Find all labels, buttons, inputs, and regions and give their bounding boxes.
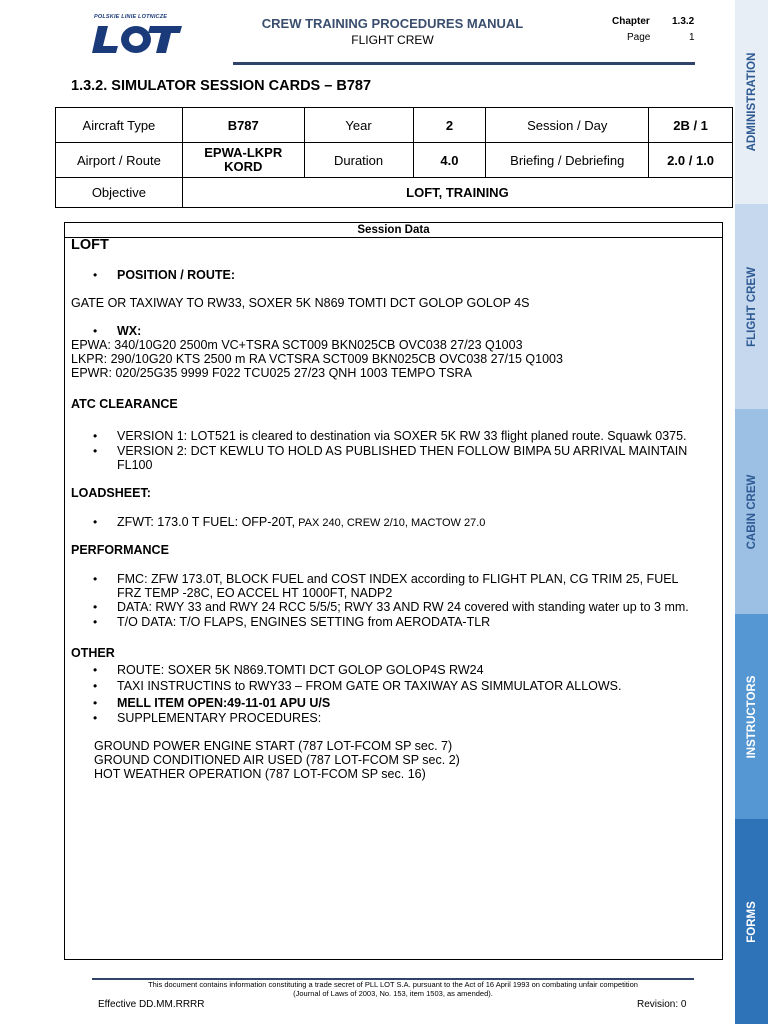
bullet-icon: • [93, 268, 98, 282]
manual-subtitle: FLIGHT CREW [351, 33, 434, 47]
duration-label: Duration [304, 143, 413, 178]
position-route-text: GATE OR TAXIWAY TO RW33, SOXER 5K N869 TOMTI DCT GOLOP GOLOP 4S [71, 296, 530, 310]
tab-label: INSTRUCTORS [745, 675, 758, 758]
other-heading: OTHER [71, 646, 115, 660]
session-data-header: Session Data [65, 223, 722, 238]
wx-label: WX: [117, 324, 142, 338]
perf-data: DATA: RWY 33 and RWY 24 RCC 5/5/5; RWY 33 AND RW 24 covered with standing water up to 3 mm. [117, 600, 689, 614]
manual-title: CREW TRAINING PROCEDURES MANUAL [261, 16, 524, 31]
perf-to-data: T/O DATA: T/O FLAPS, ENGINES SETTING from AERODATA-TLR [117, 615, 491, 629]
briefing-value: 2.0 / 1.0 [649, 143, 733, 178]
tab-label: FLIGHT CREW [745, 266, 758, 347]
performance-heading: PERFORMANCE [71, 543, 169, 557]
atc-version-2-line1: VERSION 2: DCT KEWLU TO HOLD AS PUBLISHED THEN FOLLOW BIMPA 5U ARRIVAL MAINTAIN [117, 444, 688, 458]
session-info-table [55, 107, 733, 208]
chapter-label: Chapter [612, 16, 650, 27]
loadsheet-heading: LOADSHEET: [71, 486, 151, 500]
airport-route-value [182, 143, 304, 178]
confidentiality-note [92, 980, 694, 998]
page-value: 1 [689, 32, 695, 43]
objective-label: Objective [56, 178, 183, 208]
aircraft-type-value: B787 [182, 108, 304, 143]
bullet-icon: • [93, 711, 98, 725]
tab-flight-crew[interactable] [735, 204, 768, 409]
atc-clearance-heading: ATC CLEARANCE [71, 397, 178, 411]
bullet-icon: • [93, 696, 98, 710]
wx-line: EPWA: 340/10G20 2500m VC+TSRA SCT009 BKN025CB OVC038 27/23 Q1003 [71, 338, 523, 352]
tab-forms[interactable] [735, 819, 768, 1024]
supp-procedure: GROUND CONDITIONED AIR USED (787 LOT-FCOM SP sec. 2) [94, 753, 460, 767]
airport-route-line1: EPWA-LKPR [204, 145, 283, 160]
supp-procedure: HOT WEATHER OPERATION (787 LOT-FCOM SP sec. 16) [94, 767, 426, 781]
tab-instructors[interactable] [735, 614, 768, 819]
other-supplementary: SUPPLEMENTARY PROCEDURES: [117, 711, 322, 725]
atc-version-1: VERSION 1: LOT521 is cleared to destination via SOXER 5K RW 33 flight planed route. Squawk 0375. [117, 429, 687, 443]
atc-version-2-line2: FL100 [117, 458, 153, 472]
bullet-icon: • [93, 600, 98, 614]
bullet-icon: • [93, 663, 98, 677]
other-taxi: TAXI INSTRUCTINS to RWY33 – FROM GATE OR TAXIWAY AS SIMMULATOR ALLOWS. [117, 679, 622, 693]
airport-route-line2: KORD [224, 159, 263, 174]
logo-tagline: POLSKIE LINIE LOTNICZE [94, 14, 168, 20]
confidentiality-line2: (Journal of Laws of 2003, No. 153, item 1503, as amended). [293, 989, 493, 998]
bullet-icon: • [93, 615, 98, 629]
session-day-value: 2B / 1 [649, 108, 733, 143]
aircraft-type-label: Aircraft Type [56, 108, 183, 143]
section-title: 1.3.2. SIMULATOR SESSION CARDS – B787 [71, 78, 372, 94]
tab-label: ADMINISTRATION [745, 52, 758, 152]
duration-value: 4.0 [413, 143, 486, 178]
tab-cabin-crew[interactable] [735, 409, 768, 614]
year-label: Year [304, 108, 413, 143]
bullet-icon: • [93, 444, 98, 458]
loadsheet-main: ZFWT: 173.0 T FUEL: OFP-20T, [117, 515, 296, 529]
briefing-label: Briefing / Debriefing [486, 143, 649, 178]
loadsheet-line [117, 515, 485, 530]
page-label: Page [627, 32, 651, 43]
chapter-value: 1.3.2 [672, 16, 695, 27]
loadsheet-small: PAX 240, CREW 2/10, MACTOW 27.0 [295, 517, 486, 529]
bullet-icon: • [93, 429, 98, 443]
supp-procedure: GROUND POWER ENGINE START (787 LOT-FCOM SP sec. 7) [94, 739, 453, 753]
tab-label: CABIN CREW [745, 474, 758, 549]
airport-route-label: Airport / Route [56, 143, 183, 178]
objective-value: LOFT, TRAINING [182, 178, 732, 208]
session-day-label: Session / Day [486, 108, 649, 143]
loft-heading: LOFT [71, 237, 109, 253]
year-value: 2 [413, 108, 486, 143]
bullet-icon: • [93, 515, 98, 529]
tab-administration[interactable] [735, 0, 768, 204]
wx-line: LKPR: 290/10G20 KTS 2500 m RA VCTSRA SCT009 BKN025CB OVC038 27/15 Q1003 [71, 352, 563, 366]
effective-date: Effective DD.MM.RRRR [98, 999, 205, 1010]
bullet-icon: • [93, 679, 98, 693]
revision: Revision: 0 [637, 999, 687, 1010]
perf-fmc-line2: FRZ TEMP -28C, EO ACCEL HT 1000FT, NADP2 [117, 586, 393, 600]
tab-label: FORMS [745, 900, 758, 943]
other-route: ROUTE: SOXER 5K N869.TOMTI DCT GOLOP GOLOP4S RW24 [117, 663, 484, 677]
lot-logo-mark [92, 22, 182, 56]
side-tab-bar [735, 0, 768, 1024]
bullet-icon: • [93, 572, 98, 586]
position-route-label: POSITION / ROUTE: [117, 268, 236, 282]
other-mell-item: MELL ITEM OPEN:49-11-01 APU U/S [117, 696, 331, 710]
bullet-icon: • [93, 324, 98, 338]
header-divider [233, 62, 695, 65]
confidentiality-line1: This document contains information constituting a trade secret of PLL LOT S.A. pursuant to the Act of 16 April 1993 on combating unfair competition [148, 980, 638, 989]
wx-line: EPWR: 020/25G35 9999 F022 TCU025 27/23 QNH 1003 TEMPO TSRA [71, 366, 472, 380]
perf-fmc-line1: FMC: ZFW 173.0T, BLOCK FUEL and COST INDEX according to FLIGHT PLAN, CG TRIM 25, FUEL [117, 572, 679, 586]
lot-logo [92, 14, 184, 56]
